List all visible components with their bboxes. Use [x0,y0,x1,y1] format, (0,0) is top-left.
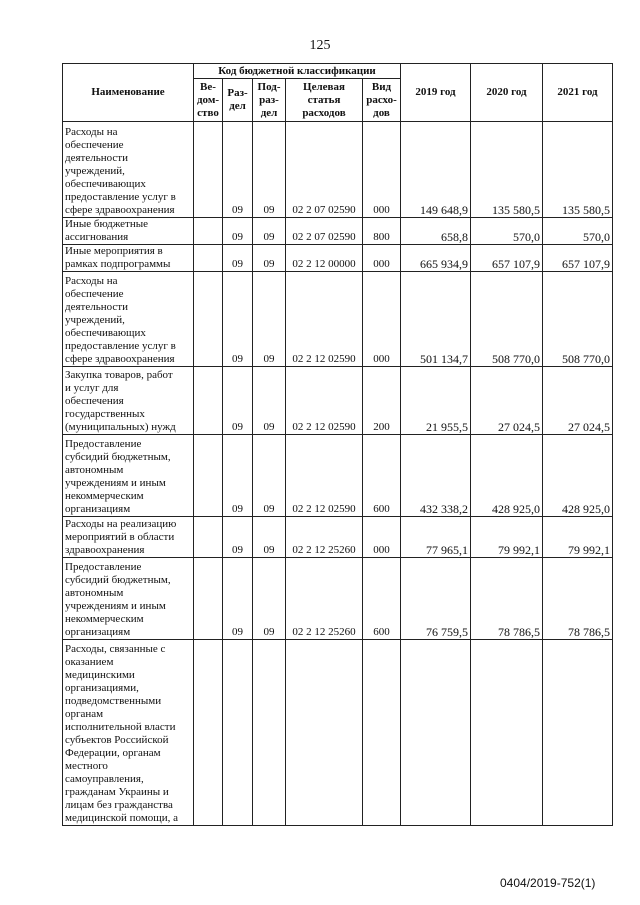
row-podrazdel: 09 [253,245,286,272]
table-row [63,558,613,640]
row-vid: 000 [363,122,401,218]
row-razdel: 09 [223,218,253,245]
header-2021: 2021 год [543,64,613,122]
row-vedomstvo [194,435,223,517]
row-vedomstvo [194,640,223,826]
row-vedomstvo [194,245,223,272]
row-razdel: 09 [223,245,253,272]
row-vid: 200 [363,367,401,435]
row-razdel: 09 [223,558,253,640]
row-vid: 800 [363,218,401,245]
header-2020: 2020 год [471,64,543,122]
row-target: 02 2 07 02590 [286,122,363,218]
row-2021: 27 024,5 [543,367,613,435]
row-podrazdel: 09 [253,122,286,218]
page-number: 125 [309,38,331,53]
row-2021: 78 786,5 [543,558,613,640]
row-name: Иные мероприятия в рамках подпрограммы [63,245,194,272]
row-name: Расходы на обеспечение деятельности учреждений, обеспечивающих предоставление услуг в сфере здравоохранения [63,122,194,218]
row-2019: 432 338,2 [401,435,471,517]
table-row [63,218,613,245]
row-razdel: 09 [223,272,253,367]
row-2019: 21 955,5 [401,367,471,435]
row-2019: 77 965,1 [401,517,471,558]
row-2019: 665 934,9 [401,245,471,272]
row-target: 02 2 12 02590 [286,367,363,435]
row-2020: 78 786,5 [471,558,543,640]
row-vid [363,640,401,826]
header-podrazdel: Под- раз- дел [253,79,286,122]
row-2019 [401,640,471,826]
row-vid: 000 [363,517,401,558]
row-2021: 657 107,9 [543,245,613,272]
row-2020: 428 925,0 [471,435,543,517]
row-vedomstvo [194,517,223,558]
row-podrazdel: 09 [253,558,286,640]
row-2021: 135 580,5 [543,122,613,218]
row-razdel [223,640,253,826]
row-name: Расходы, связанные с оказанием медицинскими организациями, подведомственными органам исполнительной власти субъектов Российской Федерации, органам местного самоуправления, гражданам Украины и лицам без гражданства медицинской помощи, а [63,640,194,826]
row-name: Расходы на обеспечение деятельности учреждений, обеспечивающих предоставление услуг в сфере здравоохранения [63,272,194,367]
row-target: 02 2 12 02590 [286,435,363,517]
row-target: 02 2 12 25260 [286,517,363,558]
header-2019: 2019 год [401,64,471,122]
header-vid: Вид расхо- дов [363,79,401,122]
row-2019: 501 134,7 [401,272,471,367]
row-podrazdel: 09 [253,218,286,245]
row-2019: 76 759,5 [401,558,471,640]
header-target: Целевая статья расходов [286,79,363,122]
row-razdel: 09 [223,517,253,558]
row-target: 02 2 12 02590 [286,272,363,367]
row-name: Предоставление субсидий бюджетным, автономным учреждениям и иным некоммерческим организациям [63,558,194,640]
row-2019: 149 648,9 [401,122,471,218]
row-podrazdel: 09 [253,435,286,517]
header-razdel: Раз- дел [223,79,253,122]
row-razdel: 09 [223,435,253,517]
table-row [63,245,613,272]
document-code: 0404/2019-752(1) [500,876,596,890]
budget-table [62,63,613,826]
row-vedomstvo [194,122,223,218]
header-vedomstvo: Ве- дом- ство [194,79,223,122]
row-name: Закупка товаров, работ и услуг для обеспечения государственных (муниципальных) нужд [63,367,194,435]
row-vedomstvo [194,558,223,640]
row-razdel: 09 [223,122,253,218]
row-2020: 135 580,5 [471,122,543,218]
row-razdel: 09 [223,367,253,435]
header-name: Наименование [63,64,194,122]
row-2021: 508 770,0 [543,272,613,367]
table-row [63,122,613,218]
row-2020: 570,0 [471,218,543,245]
row-vid: 000 [363,245,401,272]
table-row [63,367,613,435]
row-target: 02 2 12 25260 [286,558,363,640]
row-target: 02 2 07 02590 [286,218,363,245]
row-2020: 508 770,0 [471,272,543,367]
row-vid: 000 [363,272,401,367]
table-body [63,122,613,826]
row-2019: 658,8 [401,218,471,245]
table-row [63,435,613,517]
row-target: 02 2 12 00000 [286,245,363,272]
row-2020 [471,640,543,826]
row-2020: 79 992,1 [471,517,543,558]
row-name: Расходы на реализацию мероприятий в области здравоохранения [63,517,194,558]
row-podrazdel: 09 [253,272,286,367]
row-2020: 27 024,5 [471,367,543,435]
table-row [63,272,613,367]
row-2020: 657 107,9 [471,245,543,272]
table-row [63,517,613,558]
row-podrazdel: 09 [253,367,286,435]
row-vedomstvo [194,272,223,367]
table-row [63,640,613,826]
row-2021 [543,640,613,826]
row-target [286,640,363,826]
row-2021: 79 992,1 [543,517,613,558]
row-podrazdel: 09 [253,517,286,558]
row-vedomstvo [194,218,223,245]
row-vedomstvo [194,367,223,435]
row-2021: 570,0 [543,218,613,245]
row-2021: 428 925,0 [543,435,613,517]
row-vid: 600 [363,558,401,640]
row-podrazdel [253,640,286,826]
row-name: Предоставление субсидий бюджетным, автономным учреждениям и иным некоммерческим организациям [63,435,194,517]
row-name: Иные бюджетные ассигнования [63,218,194,245]
row-vid: 600 [363,435,401,517]
header-budget-code: Код бюджетной классификации [194,64,401,79]
